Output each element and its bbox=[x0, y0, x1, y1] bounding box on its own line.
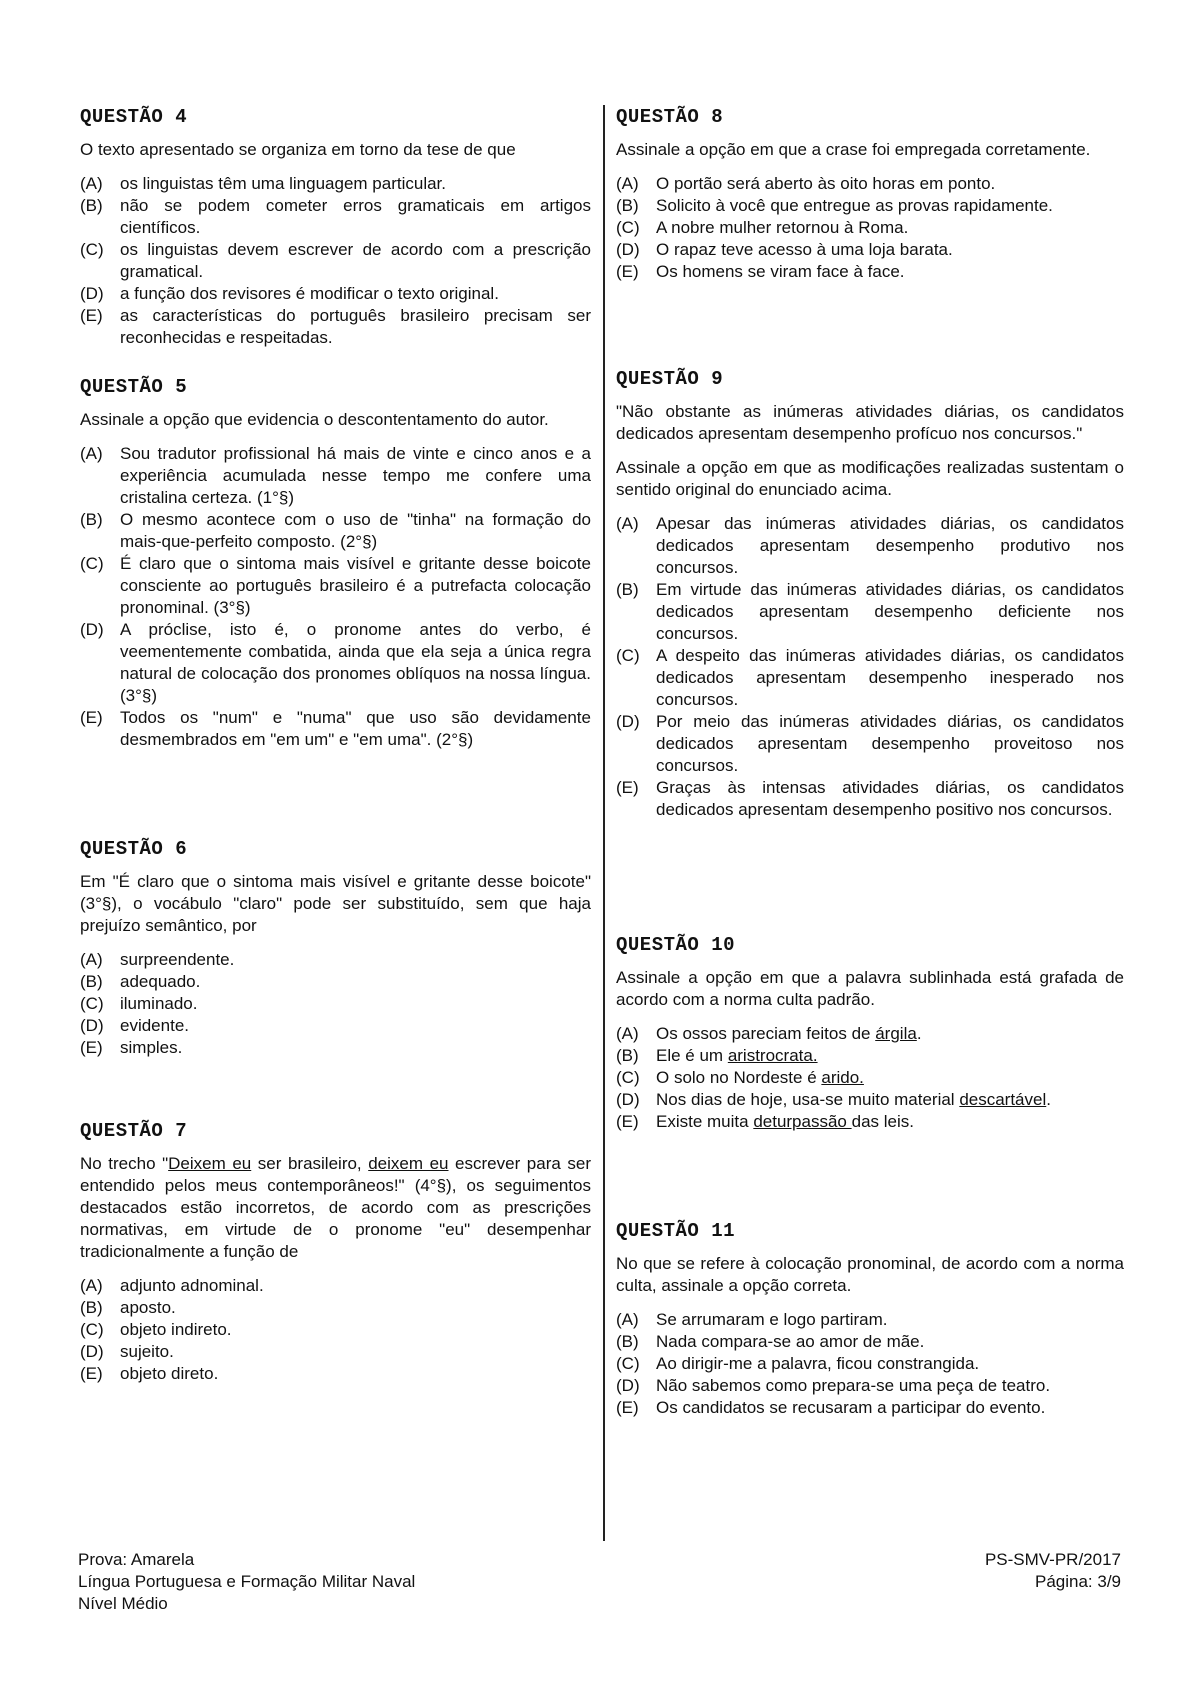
option-letter: (D) bbox=[80, 284, 104, 303]
question-title: QUESTÃO 4 bbox=[80, 106, 188, 128]
option-text bbox=[656, 1111, 1124, 1133]
option-letter: (E) bbox=[616, 262, 639, 281]
option-text: evidente. bbox=[120, 1016, 189, 1035]
option-letter: (C) bbox=[80, 554, 104, 573]
question-7 bbox=[80, 1119, 591, 1385]
question-10 bbox=[616, 933, 1124, 1219]
option-text: A próclise, isto é, o pronome antes do verbo, é veementemente combatida, ainda que ela seja a única regra natural de colocação dos pronomes oblíquos na nossa língua. (3°§) bbox=[120, 620, 591, 705]
question-title: QUESTÃO 8 bbox=[616, 106, 724, 128]
question-6 bbox=[80, 837, 591, 1119]
option-text: Os candidatos se recusaram a participar do evento. bbox=[656, 1398, 1046, 1417]
option-letter: (E) bbox=[80, 306, 103, 325]
option-c[interactable] bbox=[80, 1319, 591, 1341]
stem-text: ser brasileiro, bbox=[251, 1154, 369, 1173]
option-text: O mesmo acontece com o uso de "tinha" na formação do mais-que-perfeito composto. (2°§) bbox=[120, 510, 591, 551]
option-a[interactable] bbox=[616, 513, 1124, 579]
question-stem: No que se refere à colocação pronominal, de acordo com a norma culta, assinale a opção correta. bbox=[616, 1254, 1124, 1295]
underlined-word: árgila bbox=[875, 1024, 917, 1043]
option-text-part: Ele é um bbox=[656, 1046, 728, 1065]
option-letter: (B) bbox=[80, 972, 103, 991]
option-text bbox=[656, 1067, 1124, 1089]
question-11 bbox=[616, 1219, 1124, 1419]
option-text: os linguistas têm uma linguagem particular. bbox=[120, 174, 446, 193]
underlined-segment: deixem eu bbox=[368, 1154, 449, 1173]
option-text: O rapaz teve acesso à uma loja barata. bbox=[656, 240, 953, 259]
option-letter: (D) bbox=[616, 712, 640, 731]
option-text-part: das leis. bbox=[851, 1112, 914, 1131]
option-letter: (A) bbox=[616, 174, 639, 193]
option-c[interactable] bbox=[80, 993, 591, 1015]
underlined-segment: Deixem eu bbox=[168, 1154, 252, 1173]
option-text: Graças às intensas atividades diárias, os candidatos dedicados apresentam desempenho positivo nos concursos. bbox=[656, 778, 1124, 819]
option-letter: (D) bbox=[80, 1342, 104, 1361]
option-e[interactable] bbox=[616, 1397, 1124, 1419]
option-b[interactable] bbox=[80, 195, 591, 239]
option-letter: (C) bbox=[616, 1068, 640, 1087]
option-e[interactable] bbox=[80, 305, 591, 349]
option-text: Não sabemos como prepara-se uma peça de teatro. bbox=[656, 1376, 1051, 1395]
option-letter: (B) bbox=[616, 196, 639, 215]
option-text bbox=[656, 1023, 1124, 1045]
option-text: Os homens se viram face à face. bbox=[656, 262, 905, 281]
footer-disciplina: Língua Portuguesa e Formação Militar Naval bbox=[78, 1572, 416, 1591]
option-d[interactable] bbox=[80, 619, 591, 707]
option-c[interactable] bbox=[616, 217, 1124, 239]
option-letter: (C) bbox=[616, 646, 640, 665]
option-letter: (D) bbox=[80, 1016, 104, 1035]
options-list bbox=[80, 443, 591, 751]
underlined-word: descartável bbox=[959, 1090, 1047, 1109]
option-a[interactable] bbox=[80, 173, 591, 195]
question-title: QUESTÃO 10 bbox=[616, 934, 736, 956]
column-divider bbox=[603, 105, 605, 1541]
option-text: Nada compara-se ao amor de mãe. bbox=[656, 1332, 925, 1351]
option-text: Ao dirigir-me a palavra, ficou constrangida. bbox=[656, 1354, 980, 1373]
option-c[interactable] bbox=[616, 1067, 1124, 1089]
option-text: Se arrumaram e logo partiram. bbox=[656, 1310, 888, 1329]
option-text: iluminado. bbox=[120, 994, 198, 1013]
underlined-word: aristrocrata. bbox=[727, 1046, 818, 1065]
option-d[interactable] bbox=[616, 1089, 1124, 1111]
question-8 bbox=[616, 105, 1124, 367]
question-5 bbox=[80, 375, 591, 837]
option-text: objeto direto. bbox=[120, 1364, 219, 1383]
question-4 bbox=[80, 105, 591, 375]
option-a[interactable] bbox=[80, 949, 591, 971]
option-b[interactable] bbox=[80, 971, 591, 993]
options-list bbox=[80, 949, 591, 1059]
question-quote: "Não obstante as inúmeras atividades diárias, os candidatos dedicados apresentam desempenho profícuo nos concursos." bbox=[616, 402, 1124, 443]
option-d[interactable] bbox=[616, 711, 1124, 777]
option-e[interactable] bbox=[80, 1363, 591, 1385]
option-text: objeto indireto. bbox=[120, 1320, 232, 1339]
option-text-part: O solo no Nordeste é bbox=[656, 1068, 822, 1087]
option-letter: (B) bbox=[80, 196, 103, 215]
option-text-part: . bbox=[1046, 1090, 1051, 1109]
question-stem: Assinale a opção que evidencia o descontentamento do autor. bbox=[80, 410, 549, 429]
option-letter: (C) bbox=[80, 1320, 104, 1339]
option-d[interactable] bbox=[80, 1015, 591, 1037]
options-list bbox=[616, 513, 1124, 821]
option-e[interactable] bbox=[616, 261, 1124, 283]
question-9 bbox=[616, 367, 1124, 933]
option-letter: (A) bbox=[616, 1024, 639, 1043]
option-e[interactable] bbox=[616, 1111, 1124, 1133]
option-text-part: Nos dias de hoje, usa-se muito material bbox=[656, 1090, 960, 1109]
option-c[interactable] bbox=[80, 239, 591, 283]
option-c[interactable] bbox=[616, 645, 1124, 711]
option-letter: (A) bbox=[616, 1310, 639, 1329]
option-letter: (E) bbox=[80, 1038, 103, 1057]
option-letter: (B) bbox=[616, 580, 639, 599]
option-letter: (E) bbox=[616, 1398, 639, 1417]
option-text: A nobre mulher retornou à Roma. bbox=[656, 218, 909, 237]
option-text: Solicito à você que entregue as provas rapidamente. bbox=[656, 196, 1053, 215]
option-a[interactable] bbox=[80, 1275, 591, 1297]
question-stem: Assinale a opção em que a palavra sublinhada está grafada de acordo com a norma culta padrão. bbox=[616, 968, 1124, 1009]
question-stem: O texto apresentado se organiza em torno da tese de que bbox=[80, 140, 516, 159]
option-letter: (D) bbox=[616, 1090, 640, 1109]
options-list bbox=[616, 173, 1124, 283]
question-title: QUESTÃO 7 bbox=[80, 1120, 188, 1142]
question-stem: Assinale a opção em que a crase foi empregada corretamente. bbox=[616, 140, 1091, 159]
footer-pagina: Página: 3/9 bbox=[1034, 1572, 1121, 1591]
option-text: adjunto adnominal. bbox=[120, 1276, 264, 1295]
option-e[interactable] bbox=[80, 1037, 591, 1059]
option-letter: (D) bbox=[80, 620, 104, 639]
underlined-word: deturpassão bbox=[753, 1112, 852, 1131]
option-letter: (C) bbox=[616, 218, 640, 237]
stem-text: escrever para ser entendido pelos meus contemporâneos!" (4°§), os seguimentos destacados estão incorretos, de acordo com as prescrições normativas, em virtude de o pronome "eu" desempenhar tradicionalmente a função de bbox=[80, 1154, 591, 1261]
footer-prova: Prova: Amarela bbox=[78, 1550, 195, 1569]
footer-left bbox=[78, 1549, 415, 1615]
options-list bbox=[80, 173, 591, 349]
option-letter: (C) bbox=[80, 994, 104, 1013]
footer-right bbox=[985, 1549, 1121, 1593]
option-e[interactable] bbox=[616, 777, 1124, 821]
option-text: aposto. bbox=[120, 1298, 176, 1317]
stem-text: No trecho " bbox=[80, 1154, 169, 1173]
option-letter: (D) bbox=[616, 1376, 640, 1395]
option-text bbox=[656, 1089, 1124, 1111]
question-title: QUESTÃO 5 bbox=[80, 376, 188, 398]
underlined-word: arido. bbox=[821, 1068, 864, 1087]
option-b[interactable] bbox=[80, 1297, 591, 1319]
options-list bbox=[616, 1023, 1124, 1133]
question-title: QUESTÃO 6 bbox=[80, 838, 188, 860]
option-c[interactable] bbox=[80, 553, 591, 619]
options-list bbox=[80, 1275, 591, 1385]
option-letter: (A) bbox=[80, 950, 103, 969]
option-text: não se podem cometer erros gramaticais em artigos científicos. bbox=[120, 196, 591, 237]
option-text: sujeito. bbox=[120, 1342, 174, 1361]
right-column bbox=[616, 105, 1124, 1419]
option-text: surpreendente. bbox=[120, 950, 235, 969]
option-d[interactable] bbox=[80, 283, 591, 305]
footer-codigo: PS-SMV-PR/2017 bbox=[984, 1550, 1121, 1569]
option-letter: (A) bbox=[80, 1276, 103, 1295]
option-text: Todos os "num" e "numa" que uso são devidamente desmembrados em "em um" e "em uma". (2°§) bbox=[120, 708, 591, 749]
option-c[interactable] bbox=[616, 1353, 1124, 1375]
option-a[interactable] bbox=[80, 443, 591, 509]
option-text: O portão será aberto às oito horas em ponto. bbox=[656, 174, 996, 193]
option-letter: (C) bbox=[80, 240, 104, 259]
option-text-part: Os ossos pareciam feitos de bbox=[656, 1024, 876, 1043]
question-stem bbox=[80, 1153, 591, 1263]
option-d[interactable] bbox=[616, 1375, 1124, 1397]
option-letter: (E) bbox=[80, 708, 103, 727]
option-letter: (A) bbox=[80, 174, 103, 193]
option-a[interactable] bbox=[616, 173, 1124, 195]
option-d[interactable] bbox=[616, 239, 1124, 261]
option-text: os linguistas devem escrever de acordo com a prescrição gramatical. bbox=[120, 240, 591, 281]
option-b[interactable] bbox=[616, 195, 1124, 217]
option-text: Sou tradutor profissional há mais de vinte e cinco anos e a experiência acumulada nesse tempo me confere uma cristalina certeza. (1°§) bbox=[120, 444, 591, 507]
option-letter: (A) bbox=[80, 444, 103, 463]
option-e[interactable] bbox=[80, 707, 591, 751]
footer-nivel: Nível Médio bbox=[78, 1594, 168, 1613]
option-letter: (B) bbox=[616, 1046, 639, 1065]
option-letter: (A) bbox=[616, 514, 639, 533]
option-letter: (E) bbox=[80, 1364, 103, 1383]
option-letter: (B) bbox=[616, 1332, 639, 1351]
option-letter: (B) bbox=[80, 510, 103, 529]
option-text: Apesar das inúmeras atividades diárias, os candidatos dedicados apresentam desempenho produtivo nos concursos. bbox=[656, 514, 1124, 577]
question-stem: Assinale a opção em que as modificações realizadas sustentam o sentido original do enunciado acima. bbox=[616, 458, 1124, 499]
option-text: Em virtude das inúmeras atividades diárias, os candidatos dedicados apresentam desempenho deficiente nos concursos. bbox=[656, 580, 1124, 643]
left-column bbox=[80, 105, 591, 1385]
option-text: A despeito das inúmeras atividades diárias, os candidatos dedicados apresentam desempenho inesperado nos concursos. bbox=[656, 646, 1124, 709]
option-a[interactable] bbox=[616, 1309, 1124, 1331]
question-title: QUESTÃO 11 bbox=[616, 1220, 736, 1242]
option-text: adequado. bbox=[120, 972, 201, 991]
question-title: QUESTÃO 9 bbox=[616, 368, 724, 390]
option-letter: (E) bbox=[616, 1112, 639, 1131]
option-text-part: Existe muita bbox=[656, 1112, 754, 1131]
option-text bbox=[656, 1045, 1124, 1067]
option-text: simples. bbox=[120, 1038, 183, 1057]
option-b[interactable] bbox=[80, 509, 591, 553]
option-letter: (E) bbox=[616, 778, 639, 797]
options-list bbox=[616, 1309, 1124, 1419]
option-b[interactable] bbox=[616, 1331, 1124, 1353]
question-stem: Em "É claro que o sintoma mais visível e gritante desse boicote" (3°§), o vocábulo "claro" pode ser substituído, sem que haja prejuízo semântico, por bbox=[80, 872, 591, 935]
option-text: Por meio das inúmeras atividades diárias, os candidatos dedicados apresentam desempenho proveitoso nos concursos. bbox=[656, 712, 1124, 775]
option-text-part: . bbox=[916, 1024, 922, 1043]
option-d[interactable] bbox=[80, 1341, 591, 1363]
option-letter: (B) bbox=[80, 1298, 103, 1317]
option-letter: (C) bbox=[616, 1354, 640, 1373]
option-text: as características do português brasileiro precisam ser reconhecidas e respeitadas. bbox=[120, 306, 591, 347]
option-letter: (D) bbox=[616, 240, 640, 259]
option-b[interactable] bbox=[616, 1045, 1124, 1067]
option-text: a função dos revisores é modificar o texto original. bbox=[120, 284, 499, 303]
option-a[interactable] bbox=[616, 1023, 1124, 1045]
option-text: É claro que o sintoma mais visível e gritante desse boicote consciente ao português brasileiro é a putrefacta colocação pronominal. (3°§) bbox=[120, 554, 591, 617]
option-b[interactable] bbox=[616, 579, 1124, 645]
